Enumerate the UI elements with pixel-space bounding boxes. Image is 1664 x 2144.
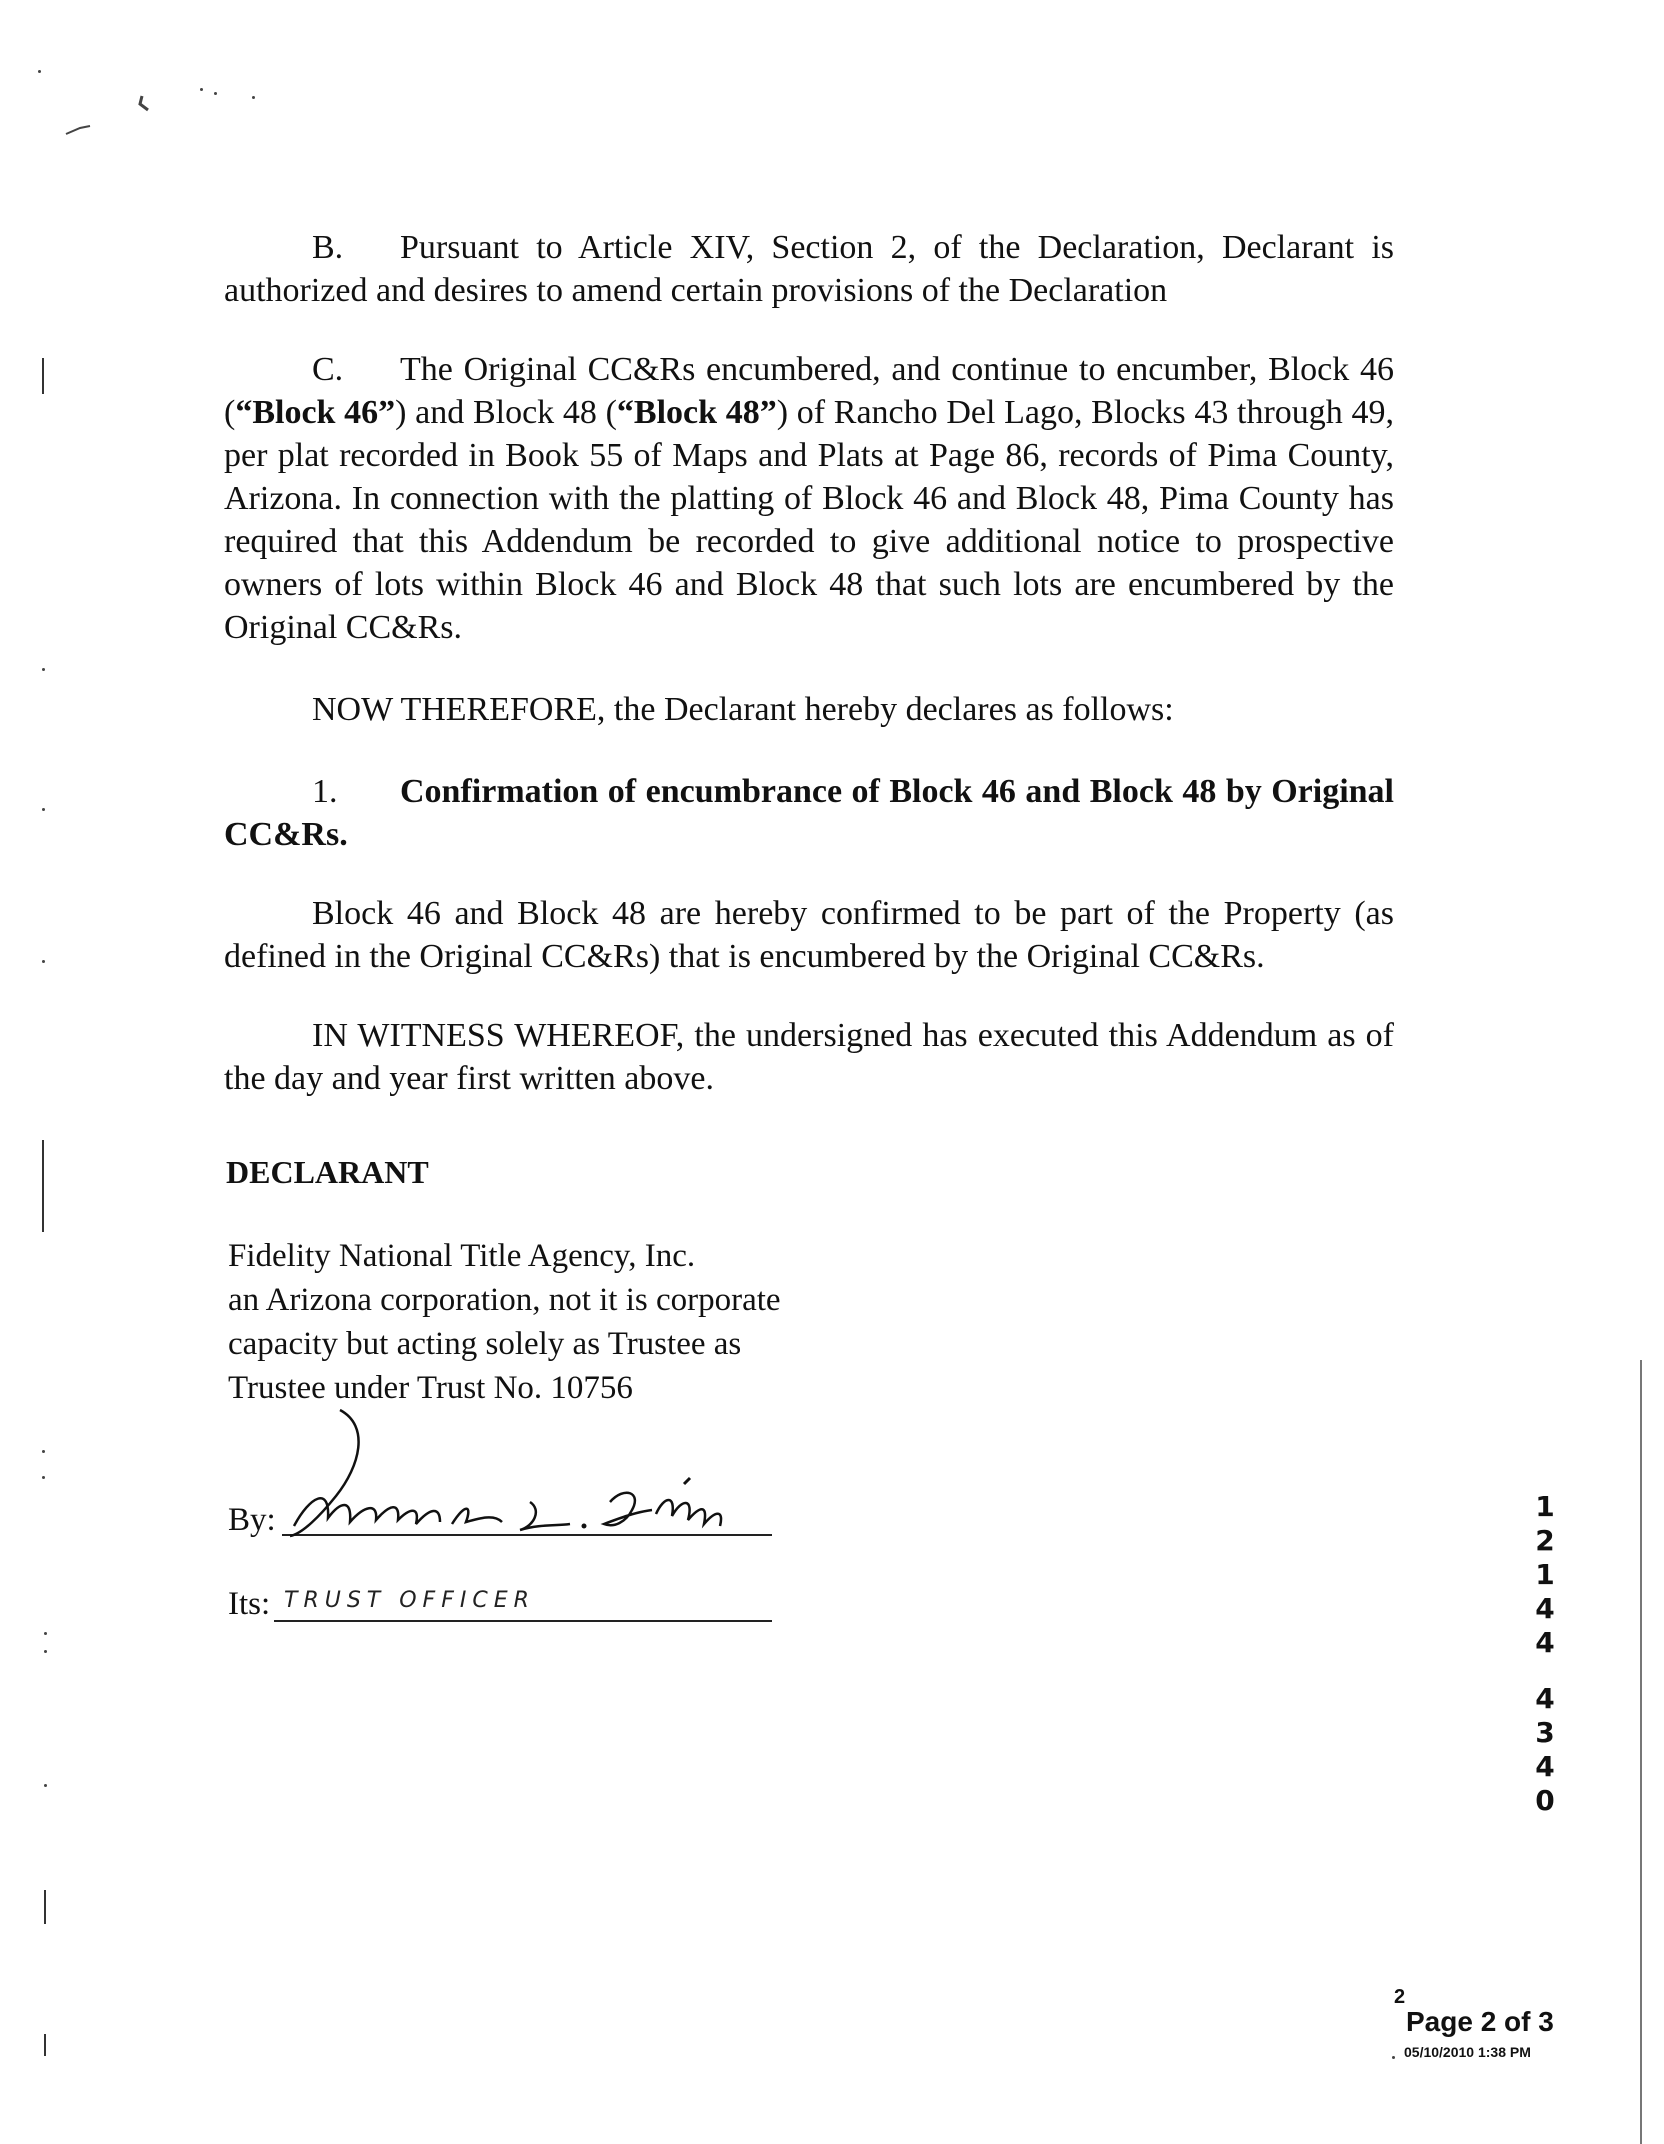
- paragraph-label: B.: [312, 229, 344, 266]
- footer-page-of: Page 2 of 3: [1406, 2006, 1554, 2037]
- scan-edge: [1640, 1360, 1642, 2144]
- scan-speck: [38, 70, 41, 73]
- scan-speck: [42, 1450, 45, 1453]
- declarant-line: an Arizona corporation, not it is corporate: [228, 1282, 781, 1318]
- scan-speck: [42, 668, 45, 671]
- scan-speck: [44, 1632, 47, 1635]
- footer-timestamp: 05/10/2010 1:38 PM: [1404, 2044, 1531, 2060]
- its-label: Its:: [228, 1586, 271, 1622]
- recording-digit: 4: [1535, 1682, 1555, 1715]
- paragraph-text: ) and Block 48 (: [395, 394, 617, 431]
- recording-digit: 4: [1535, 1592, 1555, 1625]
- defined-term-block-48: “Block 48”: [616, 394, 777, 431]
- recording-digit: 1: [1535, 1558, 1555, 1591]
- now-therefore-clause: NOW THEREFORE, the Declarant hereby declares as follows:: [312, 691, 1174, 728]
- declarant-line: Trustee under Trust No. 10756: [228, 1370, 633, 1406]
- paragraph-c: [224, 348, 1394, 649]
- scan-speck: [44, 1784, 47, 1787]
- recording-digit: 0: [1535, 1784, 1555, 1817]
- paragraph-label: C.: [312, 351, 344, 388]
- scan-speck: [214, 92, 217, 95]
- footer-page-number: 2: [1394, 1986, 1406, 2008]
- recording-digit: 4: [1535, 1626, 1555, 1659]
- recording-digit: 2: [1535, 1524, 1555, 1557]
- section-heading-text: Confirmation of encumbrance of Block 46 and Block 48 by Original CC&Rs.: [224, 773, 1394, 853]
- scan-speck: [1392, 2056, 1395, 2059]
- scan-mark: [44, 2034, 46, 2056]
- scan-speck: [44, 1650, 47, 1653]
- declarant-block: [228, 1234, 781, 1410]
- witness-clause: IN WITNESS WHEREOF, the undersigned has executed this Addendum as of the day and year first written above.: [224, 1017, 1394, 1097]
- scan-speck: [252, 96, 255, 99]
- recording-digit: 1: [1535, 1490, 1555, 1523]
- declarant-heading: DECLARANT: [226, 1154, 429, 1190]
- section-1-heading: [224, 770, 1394, 856]
- paragraph-text: The Original CC&Rs encumbered, and continue to encumber, Block 46 (: [224, 351, 1394, 431]
- scan-speck: [42, 960, 45, 963]
- paragraph-text: Pursuant to Article XIV, Section 2, of the Declaration, Declarant is authorized and desires to amend certain provisions of the Declaration: [224, 229, 1394, 309]
- paragraph-text: ) of Rancho Del Lago, Blocks 43 through 49, per plat recorded in Book 55 of Maps and Plats at Page 86, records of Pima County, Arizona. In connection with the platting of Block 46 and Block 48, Pima County has required that this Addendum be recorded to give additional notice to prospective owners of lots within Block 46 and Block 48 that such lots are encumbered by the Original CC&Rs.: [224, 394, 1395, 646]
- declarant-line: capacity but acting solely as Trustee as: [228, 1326, 742, 1362]
- scan-speck: [200, 88, 203, 91]
- declarant-line: Fidelity National Title Agency, Inc.: [228, 1238, 696, 1274]
- section-number: 1.: [312, 773, 338, 810]
- scan-speck: [42, 1476, 45, 1479]
- recording-digit: 3: [1535, 1716, 1555, 1749]
- handwritten-signature: [280, 1406, 760, 1546]
- scan-mark: [42, 358, 44, 394]
- scan-mark: [42, 1140, 44, 1232]
- section-1-body: Block 46 and Block 48 are hereby confirmed to be part of the Property (as defined in the Original CC&Rs) that is encumbered by the Original CC&Rs.: [224, 895, 1394, 975]
- paragraph-b: [224, 226, 1394, 312]
- scan-mark: [44, 1890, 46, 1924]
- recording-number: [1530, 1490, 1560, 1818]
- handwritten-title: TRUST OFFICER: [284, 1588, 535, 1613]
- defined-term-block-46: “Block 46”: [235, 394, 396, 431]
- title-line: [274, 1620, 772, 1622]
- by-label: By:: [228, 1502, 276, 1538]
- recording-digit: 4: [1535, 1750, 1555, 1783]
- scan-scribble: [60, 88, 160, 148]
- recording-digit-gap: [1530, 1660, 1560, 1682]
- scan-speck: [42, 808, 45, 811]
